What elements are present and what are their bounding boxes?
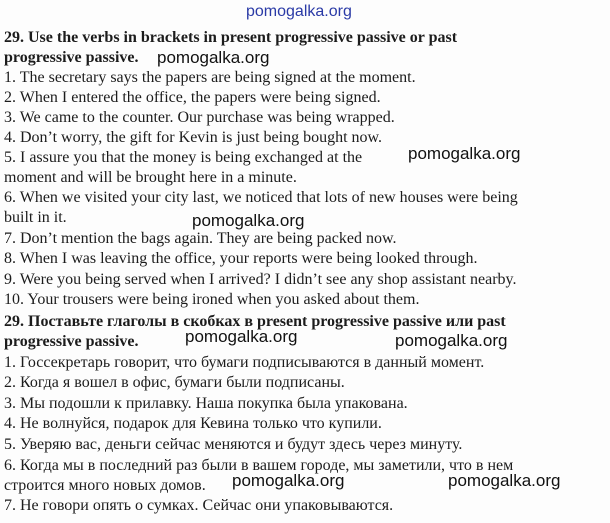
- exercise-heading-ru-line2: progressive passive.: [4, 333, 139, 350]
- watermark: pomogalka.org: [185, 327, 298, 346]
- exercise-heading-ru-line1: 29. Поставьте глаголы в скобках в present progressive passive или past: [4, 313, 506, 330]
- watermark: pomogalka.org: [408, 144, 521, 163]
- exercise-heading-en-line1: 29. Use the verbs in brackets in present progressive passive or past: [4, 29, 458, 46]
- answer-line-ru-7: 7. Не говори опять о сумках. Сейчас они упаковываются.: [4, 497, 394, 514]
- answer-line-en-10: 10. Your trousers were being ironed when you asked about them.: [4, 291, 420, 308]
- answer-line-en-3: 3. We came to the counter. Our purchase was being wrapped.: [4, 109, 395, 126]
- answer-line-ru-3: 3. Мы подошли к прилавку. Наша покупка была упакована.: [4, 395, 408, 412]
- watermark: pomogalka.org: [448, 471, 561, 490]
- answer-line-en-1: 1. The secretary says the papers are being signed at the moment.: [4, 69, 416, 86]
- answer-line-ru-6: 6. Когда мы в последний раз были в вашем городе, мы заметили, что в нем: [4, 457, 514, 474]
- answer-line-ru-6b: строится много новых домов.: [4, 477, 206, 494]
- answer-line-ru-2: 2. Когда я вошел в офис, бумаги были подписаны.: [4, 374, 345, 391]
- answer-line-en-7: 7. Don’t mention the bags again. They are being packed now.: [4, 230, 397, 247]
- watermark: pomogalka.org: [157, 48, 270, 67]
- watermark-top: pomogalka.org: [246, 3, 352, 20]
- answer-line-ru-4: 4. Не волнуйся, подарок для Кевина только что купили.: [4, 415, 382, 432]
- answer-line-en-6: 6. When we visited your city last, we noticed that lots of new houses were being: [4, 189, 518, 206]
- answer-line-ru-1: 1. Госсекретарь говорит, что бумаги подписываются в данный момент.: [4, 354, 485, 371]
- exercise-heading-en-line2: progressive passive.: [4, 49, 139, 66]
- answer-line-en-2: 2. When I entered the office, the papers were being signed.: [4, 89, 381, 106]
- watermark: pomogalka.org: [232, 471, 345, 490]
- watermark: pomogalka.org: [395, 331, 508, 350]
- answer-line-en-5: 5. I assure you that the money is being exchanged at the: [4, 149, 363, 166]
- answer-line-en-5b: moment and will be brought here in a minute.: [4, 169, 297, 186]
- answer-line-en-8: 8. When I was leaving the office, your reports were being looked through.: [4, 250, 478, 267]
- watermark: pomogalka.org: [192, 211, 305, 230]
- answer-line-en-6b: built in it.: [4, 209, 67, 226]
- answer-line-en-4: 4. Don’t worry, the gift for Kevin is just being bought now.: [4, 129, 383, 146]
- answer-line-en-9: 9. Were you being served when I arrived? I didn’t see any shop assistant nearby.: [4, 271, 517, 288]
- answer-line-ru-5: 5. Уверяю вас, деньги сейчас меняются и будут здесь через минуту.: [4, 436, 463, 453]
